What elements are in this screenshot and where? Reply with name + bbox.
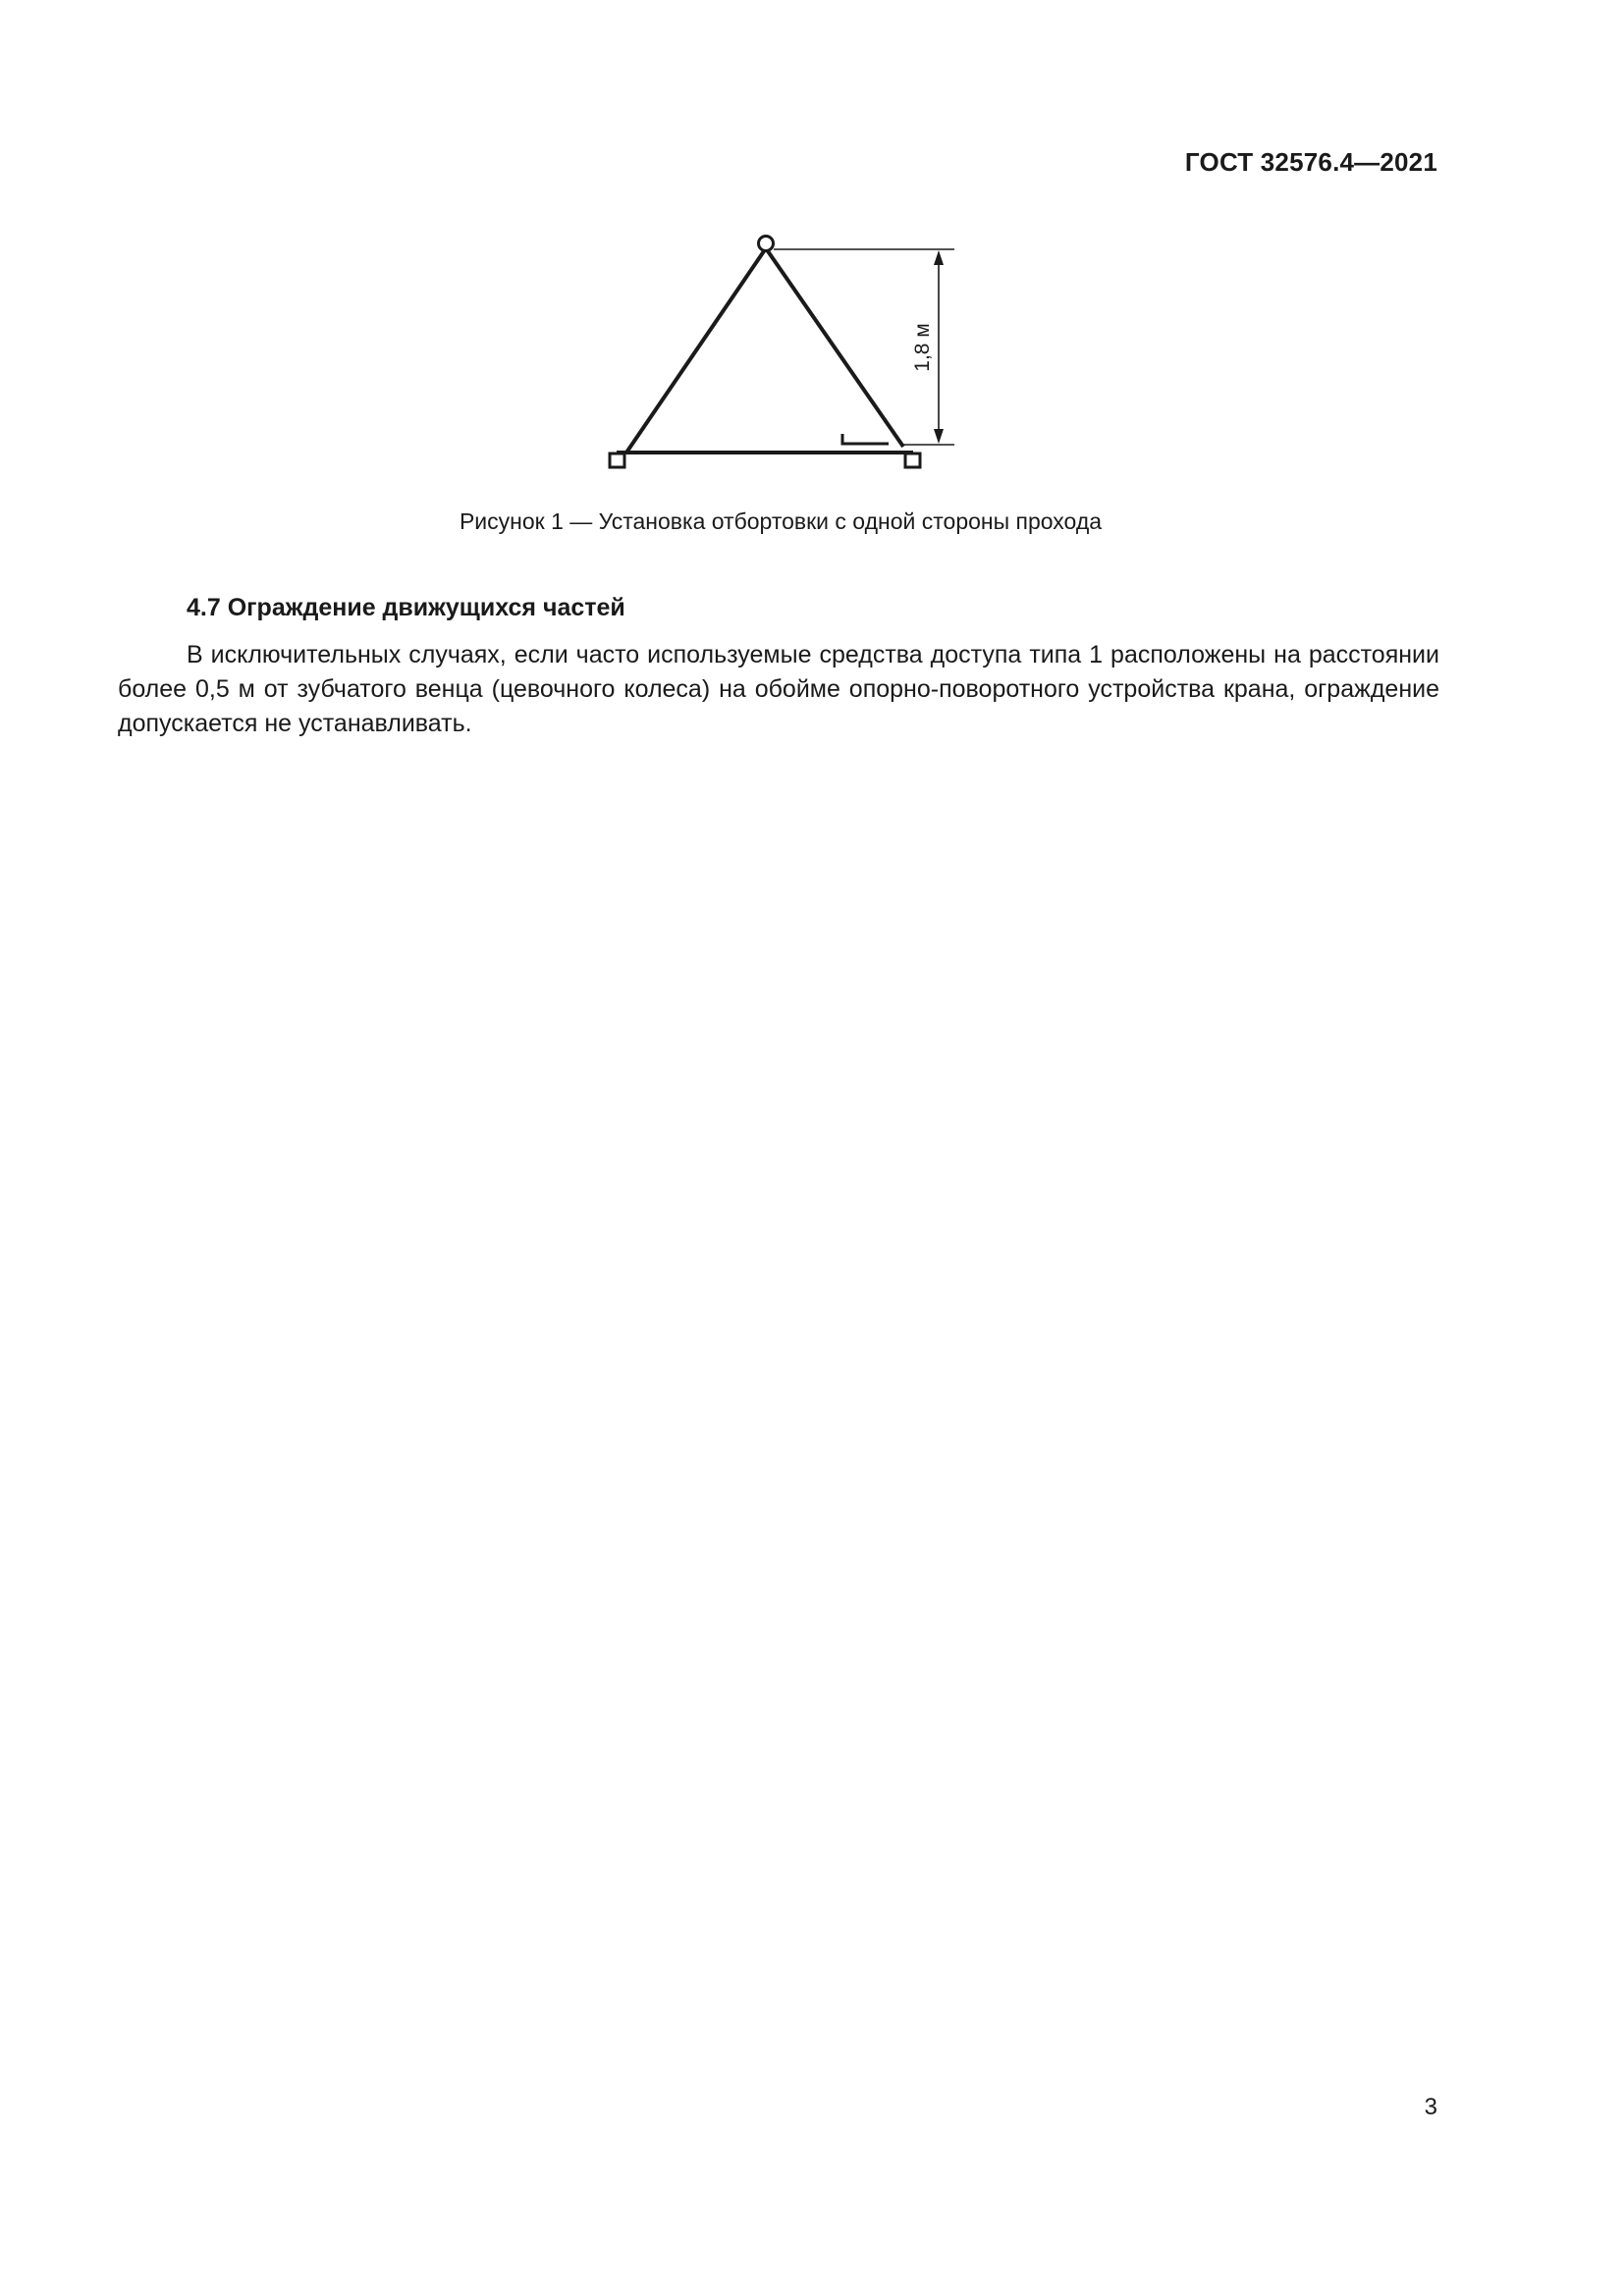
left-support-square xyxy=(610,454,624,467)
figure-caption: Рисунок 1 — Установка отбортовки с одной стороны прохода xyxy=(459,508,1103,534)
dimension-arrow-bottom xyxy=(934,429,944,444)
page-number: 3 xyxy=(1424,2094,1437,2120)
dimension-label: 1,8 м xyxy=(911,323,934,372)
apex-pivot-circle xyxy=(759,237,774,251)
right-leg-line xyxy=(766,248,903,447)
left-leg-line xyxy=(626,248,766,453)
kickboard-edge xyxy=(842,434,889,444)
section-paragraph: В исключительных случаях, если часто используемые средства доступа типа 1 расположены на расстоянии более 0,5 м от зубчатого венца (цевочного колеса) на обойме опорно-поворотного устройства крана, ограждение допускается не устанавливать. xyxy=(118,641,1439,737)
right-support-square xyxy=(905,454,920,467)
figure-1-svg xyxy=(589,224,982,479)
section-heading: 4.7 Ограждение движущихся частей xyxy=(187,594,625,621)
document-standard-id: ГОСТ 32576.4—2021 xyxy=(1184,147,1437,177)
figure-1-diagram xyxy=(589,224,982,479)
dimension-arrow-top xyxy=(934,250,944,265)
